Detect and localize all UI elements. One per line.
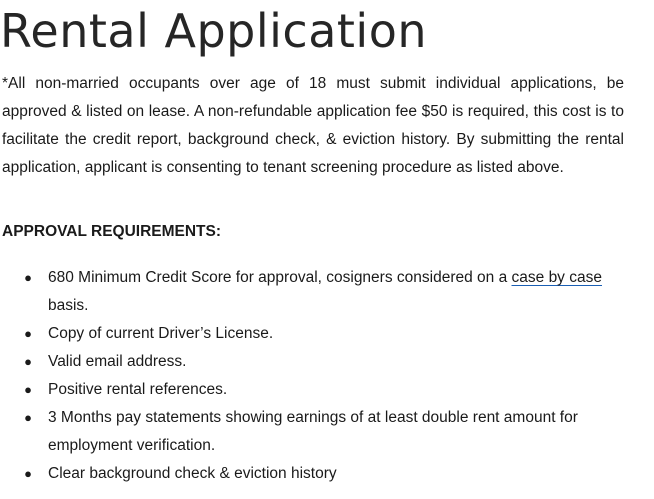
requirement-license-text: Copy of current Driver’s License.	[48, 325, 274, 342]
requirement-pay-statements	[0, 404, 628, 460]
requirement-background-text: Clear background check & eviction history	[48, 465, 337, 482]
intro-paragraph: *All non-married occupants over age of 18 must submit individual applications, be approved & listed on lease. A non-refundable application fee $50 is required, this cost is to facilitate the credit report, background check, & eviction history. By submitting the rental application, applicant is consenting to tenant screening procedure as listed above.	[2, 75, 624, 176]
requirement-background-check	[0, 460, 628, 488]
requirement-credit-score	[0, 264, 628, 320]
bullet-icon: ●	[24, 270, 32, 285]
requirement-email	[0, 348, 628, 376]
bullet-icon: ●	[24, 326, 32, 341]
requirement-credit-suffix: basis.	[48, 297, 89, 314]
requirement-email-text: Valid email address.	[48, 353, 187, 370]
bullet-icon: ●	[24, 382, 32, 397]
bullet-icon: ●	[24, 410, 32, 425]
requirement-credit-text: 680 Minimum Credit Score for approval, cosigners considered on a	[48, 269, 512, 286]
requirements-heading: APPROVAL REQUIREMENTS:	[2, 223, 222, 240]
requirements-list	[0, 264, 654, 488]
requirement-references-text: Positive rental references.	[48, 381, 228, 398]
document-title: Rental Application	[0, 4, 427, 58]
requirement-drivers-license	[0, 320, 628, 348]
requirement-references	[0, 376, 628, 404]
bullet-icon: ●	[24, 466, 32, 481]
case-by-case-text: case by case	[511, 269, 602, 286]
bullet-icon: ●	[24, 354, 32, 369]
requirement-pay-text: 3 Months pay statements showing earnings of at least double rent amount for employment verification.	[48, 409, 578, 454]
